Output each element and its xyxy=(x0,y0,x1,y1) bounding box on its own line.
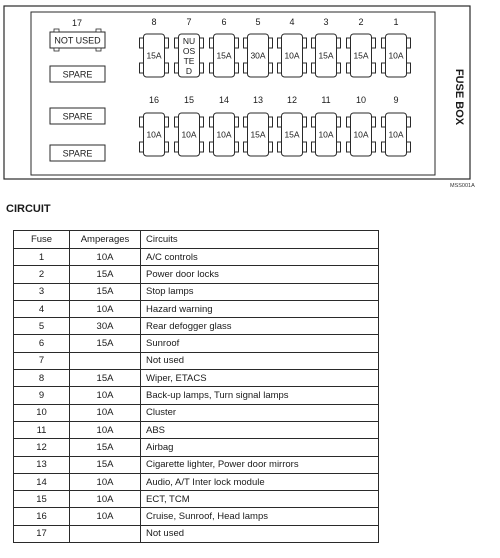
table-row xyxy=(14,335,379,352)
fuse-rating: 15A xyxy=(353,50,369,61)
fuse-terminal xyxy=(140,63,144,73)
table-row xyxy=(14,387,379,404)
cell-fuse: 15 xyxy=(14,491,70,508)
figure-code: MSS001A xyxy=(450,183,475,189)
slot-tab xyxy=(54,29,59,32)
fuse-terminal xyxy=(303,142,307,152)
fuse-terminal xyxy=(303,38,307,48)
fuse-rating: 15A xyxy=(216,50,232,61)
fuse-number: 3 xyxy=(323,17,329,27)
fuse-terminal xyxy=(175,142,179,152)
cell-fuse: 13 xyxy=(14,456,70,473)
fuse-terminal xyxy=(200,142,204,152)
fuse-terminal xyxy=(269,63,273,73)
cell-circuit: Audio, A/T Inter lock module xyxy=(141,473,379,490)
column-header-fuse: Fuse xyxy=(14,231,70,249)
fuse-rating: 15A xyxy=(318,50,334,61)
fuse-terminal xyxy=(407,38,411,48)
fuse-rating: 10A xyxy=(181,129,197,140)
fuse-terminal xyxy=(165,117,169,127)
slot-label: SPARE xyxy=(62,111,93,122)
cell-circuit: Hazard warning xyxy=(141,300,379,317)
cell-amperage: 15A xyxy=(70,335,141,352)
fuse-terminal xyxy=(200,117,204,127)
fuse-terminal xyxy=(165,63,169,73)
cell-amperage: 10A xyxy=(70,491,141,508)
cell-amperage: 15A xyxy=(70,283,141,300)
fuse-rating: 10A xyxy=(353,129,369,140)
fuse xyxy=(278,113,307,156)
fuse-terminal xyxy=(372,142,376,152)
side-slot-group xyxy=(50,18,105,161)
fuse xyxy=(312,34,341,77)
fuse-terminal xyxy=(235,142,239,152)
cell-fuse: 10 xyxy=(14,404,70,421)
fuse-rating: 30A xyxy=(250,50,266,61)
cell-fuse: 14 xyxy=(14,473,70,490)
fuse-number: 1 xyxy=(393,17,399,27)
fuse-rating: 10A xyxy=(318,129,334,140)
cell-amperage: 10A xyxy=(70,249,141,266)
fuse-terminal xyxy=(210,63,214,73)
fuse-terminal xyxy=(312,63,316,73)
fuse-terminal xyxy=(337,117,341,127)
fuse-terminal xyxy=(278,63,282,73)
fuse-number: 5 xyxy=(255,17,261,27)
fuse-terminal xyxy=(303,63,307,73)
slot-label: SPARE xyxy=(62,148,93,159)
cell-amperage: 30A xyxy=(70,318,141,335)
fuse-terminal xyxy=(337,63,341,73)
table-row xyxy=(14,352,379,369)
fuse-terminal xyxy=(382,38,386,48)
table-row xyxy=(14,421,379,438)
fuse-terminal xyxy=(235,117,239,127)
cell-amperage: 10A xyxy=(70,387,141,404)
fuse-terminal xyxy=(347,117,351,127)
table-row xyxy=(14,473,379,490)
fuse-terminal xyxy=(269,38,273,48)
cell-circuit: Cigarette lighter, Power door mirrors xyxy=(141,456,379,473)
fuse-terminal xyxy=(235,38,239,48)
fuse-terminal xyxy=(303,117,307,127)
fuse-rating: 10A xyxy=(216,129,232,140)
table-row xyxy=(14,491,379,508)
cell-amperage xyxy=(70,525,141,542)
cell-amperage: 10A xyxy=(70,404,141,421)
table-row xyxy=(14,404,379,421)
fuse-terminal xyxy=(165,38,169,48)
slot-tab xyxy=(54,48,59,51)
table-row xyxy=(14,508,379,525)
fuse-terminal xyxy=(278,142,282,152)
slot-label: NOT USED xyxy=(54,35,101,46)
fuse-terminal xyxy=(269,117,273,127)
fuse xyxy=(312,113,341,156)
slot-tab xyxy=(96,48,101,51)
cell-amperage: 10A xyxy=(70,473,141,490)
fuse-terminal xyxy=(337,38,341,48)
cell-amperage xyxy=(70,352,141,369)
cell-circuit: Cluster xyxy=(141,404,379,421)
fuse-terminal xyxy=(165,142,169,152)
slot-label: SPARE xyxy=(62,69,93,80)
lower-fuse-row xyxy=(140,95,411,156)
fuse-terminal xyxy=(200,38,204,48)
fuse-number: 15 xyxy=(183,95,195,105)
upper-fuse-row xyxy=(140,17,411,77)
table-row xyxy=(14,456,379,473)
cell-amperage: 10A xyxy=(70,508,141,525)
table-row xyxy=(14,439,379,456)
fuse xyxy=(382,34,411,77)
fuse-rating: 15A xyxy=(250,129,266,140)
fuse-rating-fragment: D xyxy=(185,66,193,76)
fuse-rating-fragment: NU xyxy=(182,36,196,46)
fuse-terminal xyxy=(372,63,376,73)
fuse-terminal xyxy=(407,117,411,127)
cell-amperage: 15A xyxy=(70,456,141,473)
fuse-terminal xyxy=(175,38,179,48)
fuse xyxy=(140,113,169,156)
cell-fuse: 2 xyxy=(14,266,70,283)
circuit-heading: CIRCUIT xyxy=(6,203,51,215)
fuse-terminal xyxy=(269,142,273,152)
cell-amperage: 10A xyxy=(70,300,141,317)
fuse-number: 11 xyxy=(321,95,331,105)
cell-circuit: Not used xyxy=(141,525,379,542)
column-header-circuits: Circuits xyxy=(141,231,379,249)
fuse-terminal xyxy=(312,38,316,48)
fuse-number: 7 xyxy=(186,17,192,27)
fuse-rating: 10A xyxy=(146,129,162,140)
table-header-row xyxy=(14,231,379,249)
table-row xyxy=(14,318,379,335)
fuse-terminal xyxy=(140,117,144,127)
fuse-terminal xyxy=(244,38,248,48)
fuse-terminal xyxy=(372,117,376,127)
fuse-number: 13 xyxy=(252,95,264,105)
cell-circuit: A/C controls xyxy=(141,249,379,266)
fuse xyxy=(347,34,376,77)
fuse xyxy=(140,34,169,77)
cell-fuse: 4 xyxy=(14,300,70,317)
fuse-number: 16 xyxy=(148,95,160,105)
cell-circuit: Wiper, ETACS xyxy=(141,370,379,387)
table-row xyxy=(14,283,379,300)
fuse xyxy=(244,34,273,77)
fuse-number: 9 xyxy=(393,95,399,105)
fuse-terminal xyxy=(382,63,386,73)
fuse-number: 4 xyxy=(289,17,295,27)
cell-fuse: 1 xyxy=(14,249,70,266)
fuse-terminal xyxy=(312,117,316,127)
fuse-terminal xyxy=(210,38,214,48)
cell-circuit: Cruise, Sunroof, Head lamps xyxy=(141,508,379,525)
fuse-terminal xyxy=(278,38,282,48)
cell-fuse: 11 xyxy=(14,421,70,438)
fuse-terminal xyxy=(175,63,179,73)
table-row xyxy=(14,525,379,542)
fuse-box-diagram xyxy=(0,0,500,200)
fuse-terminal xyxy=(210,142,214,152)
fuse-terminal xyxy=(347,38,351,48)
fuse-number: 14 xyxy=(218,95,230,105)
cell-fuse: 9 xyxy=(14,387,70,404)
cell-fuse: 5 xyxy=(14,318,70,335)
cell-fuse: 7 xyxy=(14,352,70,369)
fuse-terminal xyxy=(382,117,386,127)
fuse-terminal xyxy=(140,142,144,152)
fuse-terminal xyxy=(407,142,411,152)
cell-circuit: Back-up lamps, Turn signal lamps xyxy=(141,387,379,404)
fuse-terminal xyxy=(210,117,214,127)
cell-fuse: 16 xyxy=(14,508,70,525)
cell-circuit: ABS xyxy=(141,421,379,438)
circuit-table xyxy=(13,230,379,543)
slot-number: 17 xyxy=(71,18,83,28)
cell-fuse: 6 xyxy=(14,335,70,352)
table-row xyxy=(14,266,379,283)
fuse-terminal xyxy=(140,38,144,48)
cell-circuit: ECT, TCM xyxy=(141,491,379,508)
fuse-rating: 15A xyxy=(284,129,300,140)
cell-fuse: 8 xyxy=(14,370,70,387)
fuse xyxy=(210,34,239,77)
cell-amperage: 15A xyxy=(70,439,141,456)
fuse xyxy=(175,113,204,156)
fuse-terminal xyxy=(407,63,411,73)
fuse-terminal xyxy=(337,142,341,152)
fuse-rating: 10A xyxy=(388,50,404,61)
fuse xyxy=(244,113,273,156)
fuse xyxy=(210,113,239,156)
fuse-terminal xyxy=(244,63,248,73)
cell-amperage: 15A xyxy=(70,266,141,283)
cell-fuse: 3 xyxy=(14,283,70,300)
fuse-terminal xyxy=(382,142,386,152)
fuse-terminal xyxy=(372,38,376,48)
fuse-box-title: FUSE BOX xyxy=(453,68,465,126)
table-row xyxy=(14,300,379,317)
fuse xyxy=(175,34,204,77)
fuse-number: 10 xyxy=(355,95,367,105)
cell-fuse: 12 xyxy=(14,439,70,456)
cell-circuit: Stop lamps xyxy=(141,283,379,300)
fuse-number: 6 xyxy=(221,17,227,27)
cell-circuit: Sunroof xyxy=(141,335,379,352)
fuse-terminal xyxy=(278,117,282,127)
fuse-terminal xyxy=(347,63,351,73)
fuse-rating-fragment: TE xyxy=(183,56,195,66)
table-row xyxy=(14,370,379,387)
fuse-number: 8 xyxy=(151,17,157,27)
cell-circuit: Rear defogger glass xyxy=(141,318,379,335)
fuse-number: 12 xyxy=(286,95,298,105)
cell-circuit: Not used xyxy=(141,352,379,369)
table-row xyxy=(14,249,379,266)
fuse-rating-fragment: OS xyxy=(182,46,196,56)
fuse-number: 2 xyxy=(358,17,364,27)
cell-fuse: 17 xyxy=(14,525,70,542)
fuse-terminal xyxy=(312,142,316,152)
cell-amperage: 10A xyxy=(70,421,141,438)
fuse-rating: 10A xyxy=(388,129,404,140)
fuse-terminal xyxy=(200,63,204,73)
fuse-terminal xyxy=(175,117,179,127)
fuse-terminal xyxy=(347,142,351,152)
fuse-rating: 15A xyxy=(146,50,162,61)
fuse-terminal xyxy=(244,142,248,152)
cell-amperage: 15A xyxy=(70,370,141,387)
fuse xyxy=(382,113,411,156)
fuse xyxy=(347,113,376,156)
slot-tab xyxy=(96,29,101,32)
fuse-terminal xyxy=(244,117,248,127)
fuse-rating: 10A xyxy=(284,50,300,61)
column-header-amperages: Amperages xyxy=(70,231,141,249)
cell-circuit: Power door locks xyxy=(141,266,379,283)
cell-circuit: Airbag xyxy=(141,439,379,456)
fuse xyxy=(278,34,307,77)
fuse-terminal xyxy=(235,63,239,73)
